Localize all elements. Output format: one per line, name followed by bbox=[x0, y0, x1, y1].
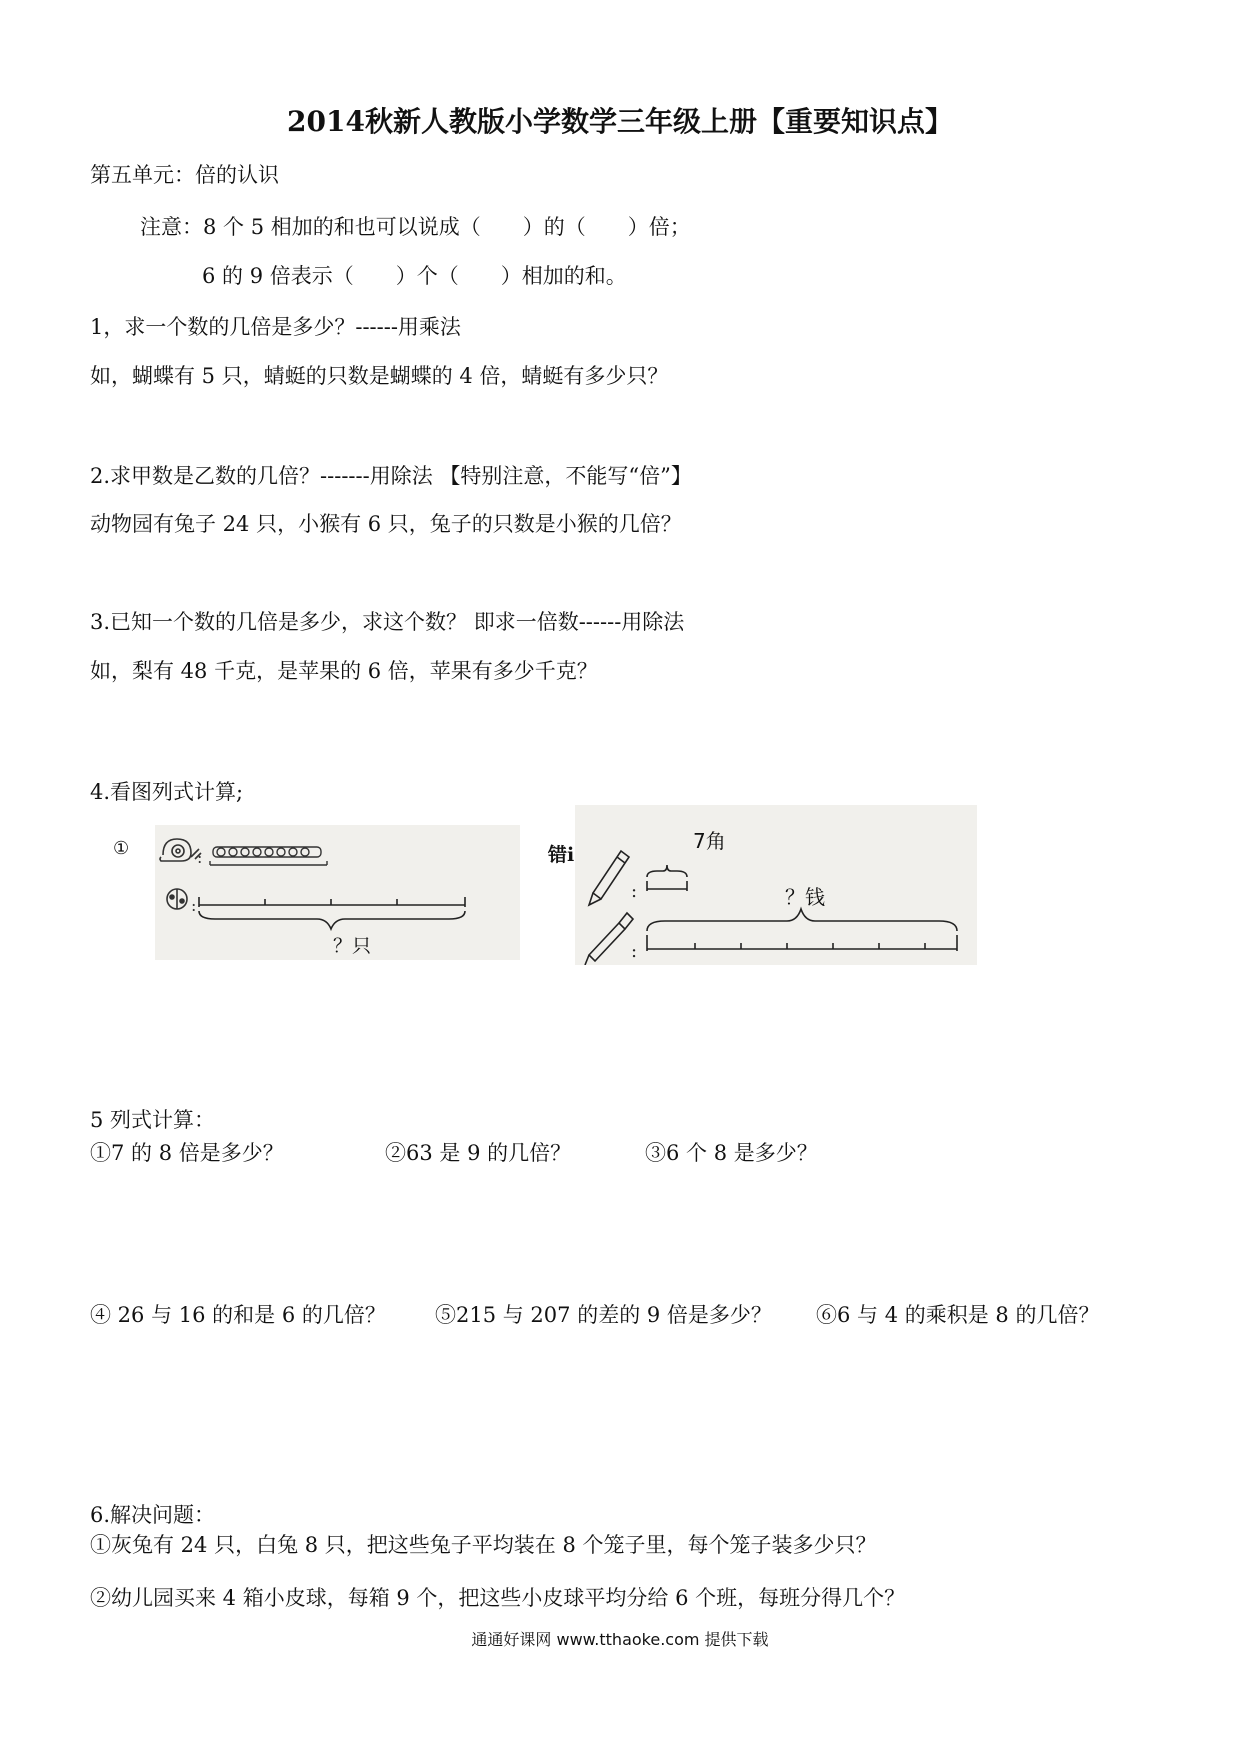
figure-1-number-label: ① bbox=[113, 838, 130, 859]
section-1-heading: 1，求一个数的几倍是多少？------用乘法 bbox=[90, 315, 461, 339]
figure-2-top-label: 7角 bbox=[693, 829, 726, 853]
figure-1-question-label: ？只 bbox=[333, 935, 372, 957]
snail-icon bbox=[160, 839, 201, 861]
section-2-heading: 2.求甲数是乙数的几倍？-------用除法 【特别注意，不能写“倍”】 bbox=[90, 464, 692, 488]
pen-quantity-bar bbox=[647, 909, 957, 951]
svg-text::: : bbox=[631, 881, 638, 902]
note-line-1: 注意：8 个 5 相加的和也可以说成（ ）的（ ）倍； bbox=[140, 215, 691, 239]
section-4-heading: 4.看图列式计算; bbox=[90, 780, 244, 804]
snail-quantity-bar bbox=[210, 847, 327, 865]
svg-text::: : bbox=[631, 941, 638, 962]
section-2-example: 动物园有兔子 24 只，小猴有 6 只，兔子的只数是小猴的几倍？ bbox=[90, 512, 682, 536]
section-3-example: 如，梨有 48 千克，是苹果的 6 倍，苹果有多少千克？ bbox=[90, 659, 598, 683]
footer-credit: 通通好课网 www.tthaoke.com 提供下载 bbox=[471, 1630, 769, 1649]
figure-snail-ladybug bbox=[155, 825, 520, 960]
section-5-q5: ⑤215 与 207 的差的 9 倍是多少？ bbox=[435, 1303, 772, 1327]
figure-stub-text: 错i bbox=[548, 844, 575, 866]
pen-icon bbox=[585, 913, 633, 965]
svg-text::: : bbox=[197, 848, 203, 867]
figure-2-question-label: ？钱 bbox=[785, 885, 825, 909]
section-3-heading: 3.已知一个数的几倍是多少，求这个数？ 即求一倍数------用除法 bbox=[90, 610, 685, 634]
section-5-q6: ⑥6 与 4 的乘积是 8 的几倍？ bbox=[816, 1303, 1100, 1327]
svg-text::: : bbox=[191, 896, 197, 915]
figure-2-diagram bbox=[575, 805, 977, 965]
section-5-q1: ①7 的 8 倍是多少？ bbox=[90, 1141, 284, 1165]
ladybug-icon bbox=[167, 889, 187, 909]
section-6-heading: 6.解决问题： bbox=[90, 1503, 216, 1527]
section-6-q2: ②幼儿园买来 4 箱小皮球，每箱 9 个，把这些小皮球平均分给 6 个班，每班分得几个？ bbox=[90, 1586, 906, 1610]
pencil-quantity-bar bbox=[647, 865, 687, 891]
section-5-q4: ④ 26 与 16 的和是 6 的几倍？ bbox=[90, 1303, 386, 1327]
page-title: 2014秋新人教版小学数学三年级上册【重要知识点】 bbox=[287, 105, 953, 138]
section-5-q2: ②63 是 9 的几倍？ bbox=[385, 1141, 572, 1165]
section-6-q1: ①灰兔有 24 只，白兔 8 只，把这些兔子平均装在 8 个笼子里，每个笼子装多少只？ bbox=[90, 1533, 877, 1557]
ladybug-quantity-bar bbox=[199, 897, 465, 929]
figure-pencil-pen bbox=[575, 805, 977, 965]
section-5-q3: ③6 个 8 是多少？ bbox=[645, 1141, 818, 1165]
note-line-2: 6 的 9 倍表示（ ）个（ ）相加的和。 bbox=[202, 264, 627, 288]
section-5-heading: 5 列式计算： bbox=[90, 1108, 216, 1132]
unit-heading: 第五单元：倍的认识 bbox=[90, 163, 279, 187]
section-1-example: 如，蝴蝶有 5 只，蜻蜓的只数是蝴蝶的 4 倍，蜻蜓有多少只？ bbox=[90, 364, 669, 388]
pencil-icon bbox=[589, 851, 629, 905]
